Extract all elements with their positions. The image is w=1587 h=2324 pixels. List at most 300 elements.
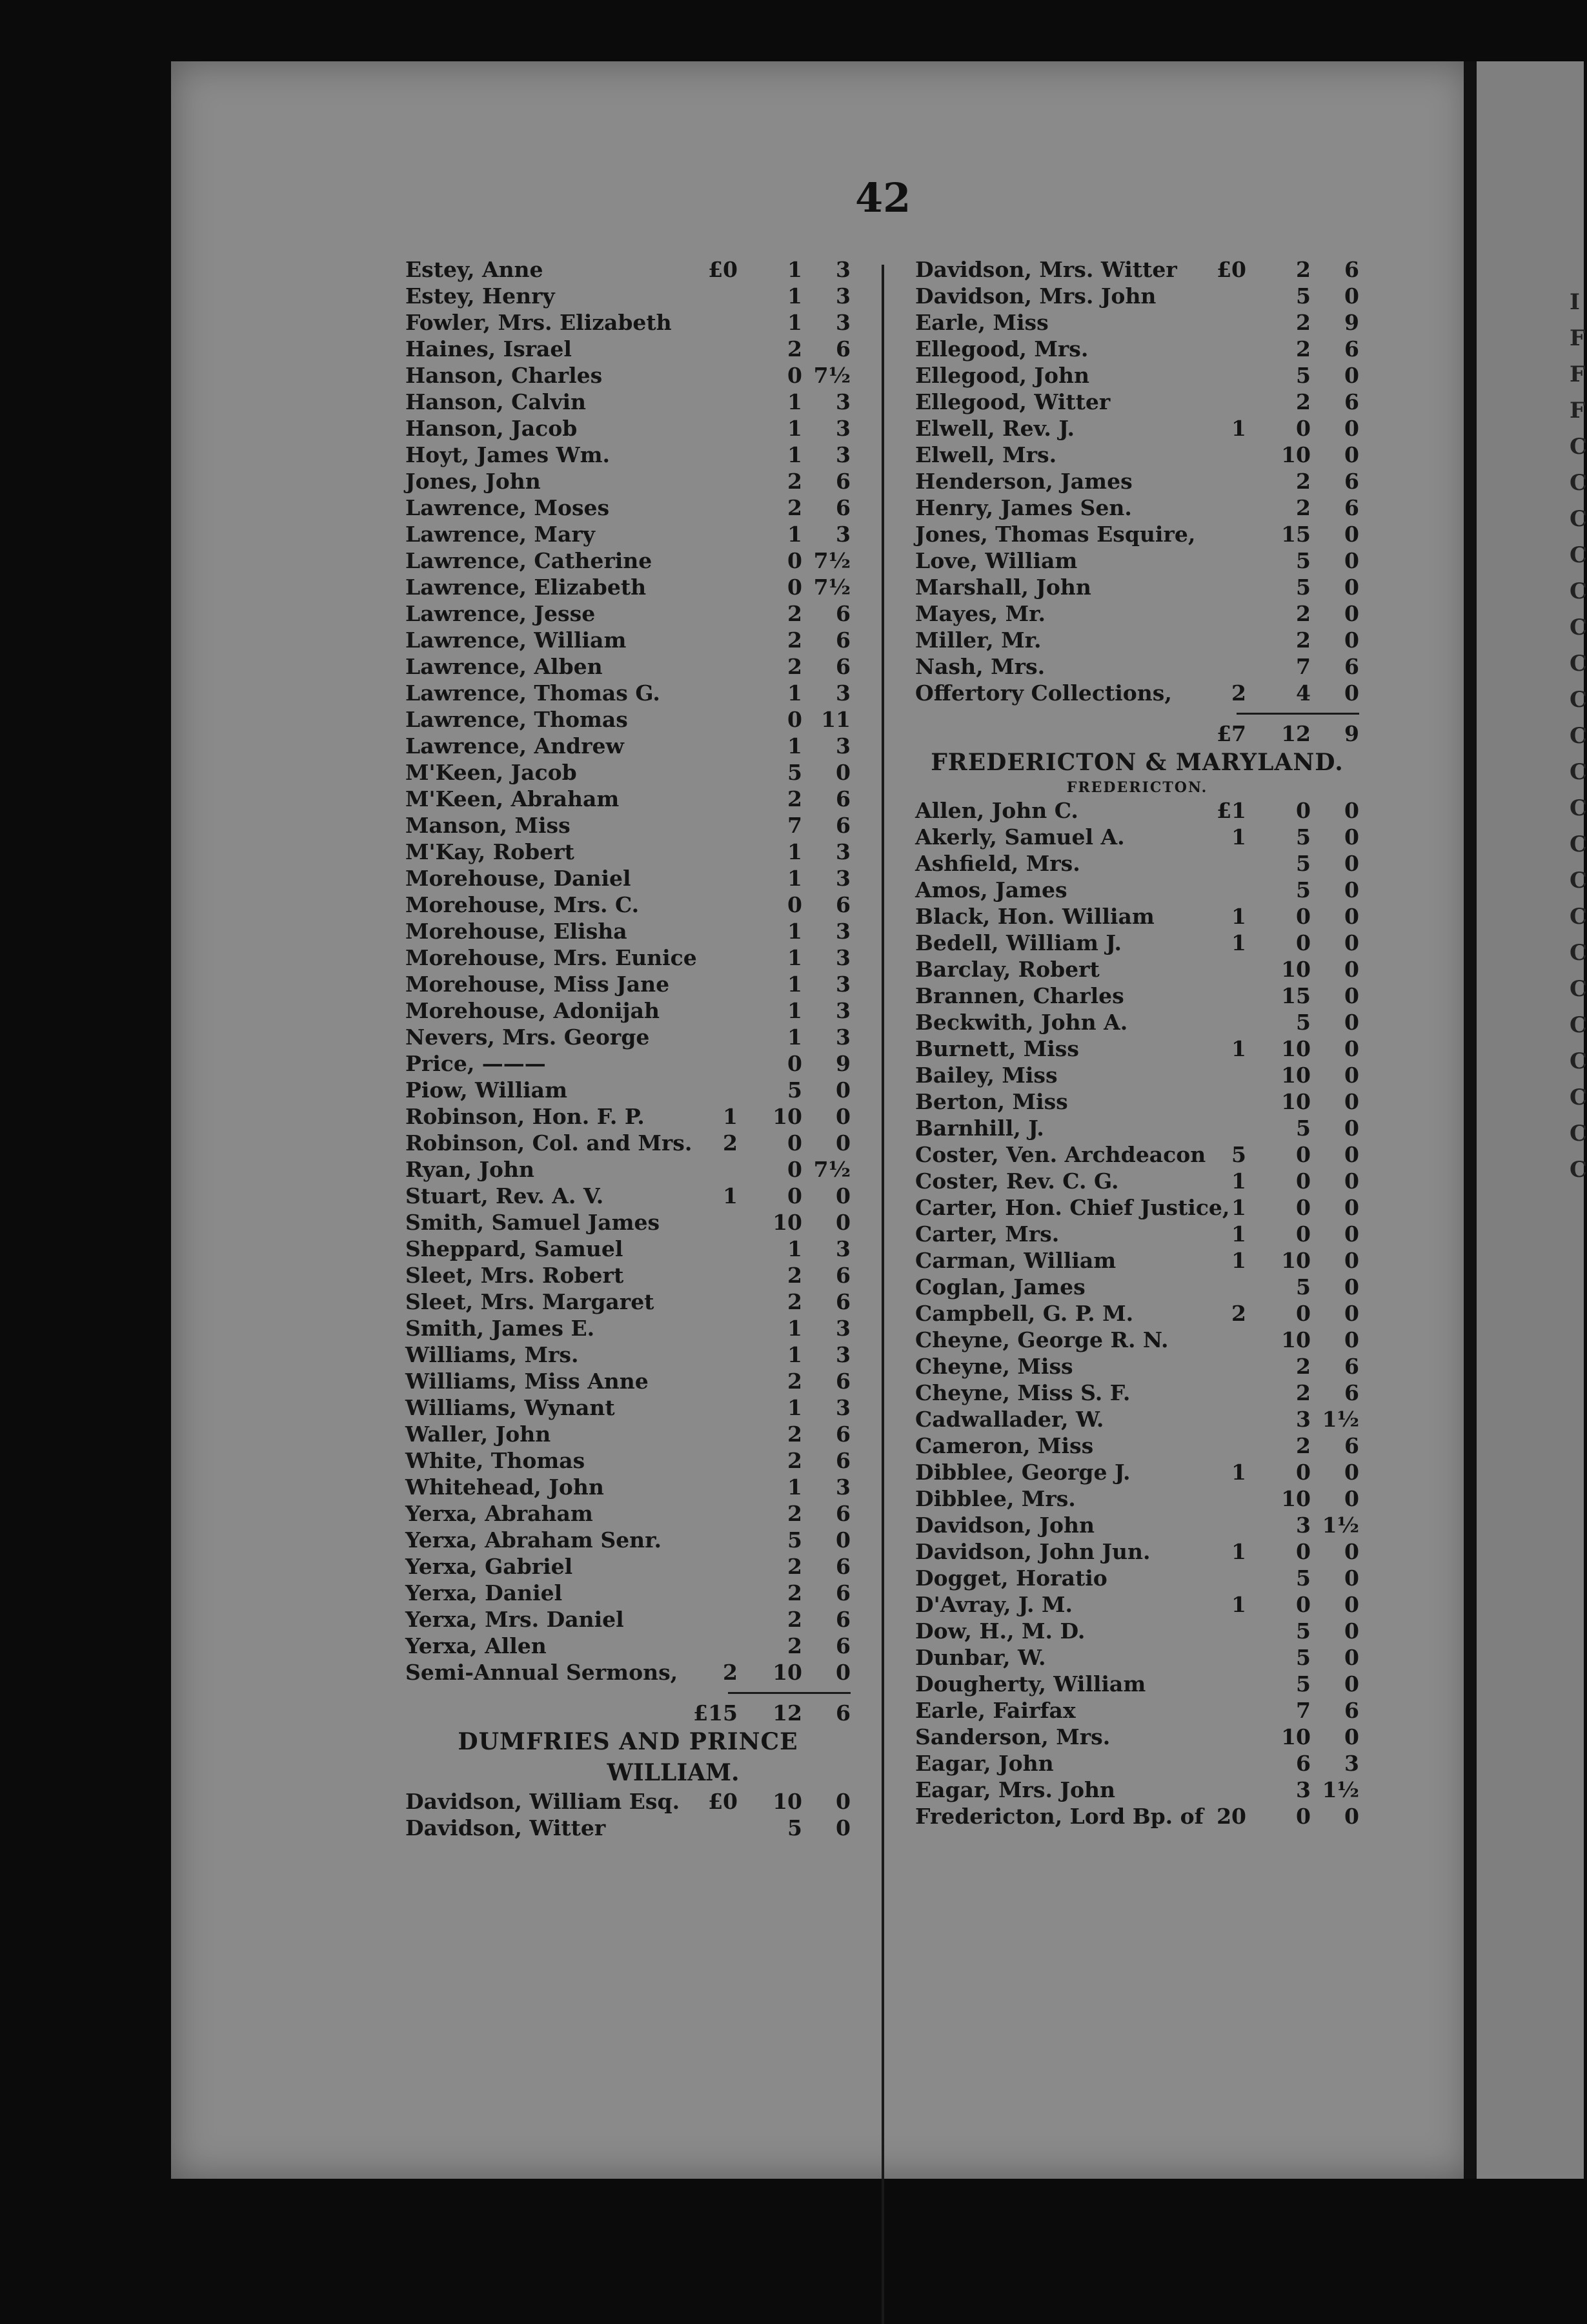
subscriber-name: Lawrence, Catherine <box>405 548 652 573</box>
pence-cell: 0 <box>1344 1671 1359 1697</box>
subscriber-name: Coglan, James <box>915 1274 1086 1300</box>
pence-cell: 11 <box>821 707 851 732</box>
shillings-cell: 1 <box>787 680 802 706</box>
subscriber-name: Barclay, Robert <box>915 957 1100 982</box>
amount <box>1191 653 1359 680</box>
shillings-cell: 2 <box>1296 627 1311 653</box>
subscriber-name: Lawrence, Elizabeth <box>405 575 647 600</box>
subscriber-row <box>915 1035 1359 1062</box>
pounds-cell: 1 <box>1231 904 1246 929</box>
subscriber-name: Lawrence, Jesse <box>405 601 596 626</box>
shillings-cell: 0 <box>1296 1221 1311 1247</box>
facing-page-letter: C <box>1570 723 1587 749</box>
subscriber-name: Coster, Rev. C. G. <box>915 1168 1119 1194</box>
pence-cell: 0 <box>1344 627 1359 653</box>
subscriber-row <box>915 1168 1359 1194</box>
shillings-cell: 2 <box>787 1580 802 1605</box>
pounds-cell: £0 <box>708 257 738 282</box>
amount <box>683 1130 851 1156</box>
amount <box>1191 389 1359 415</box>
amount <box>1191 1485 1359 1512</box>
shillings-cell: 3 <box>1296 1513 1311 1538</box>
pence-cell: 6 <box>836 495 851 520</box>
amount <box>683 1315 851 1341</box>
pence-cell: 0 <box>1344 548 1359 573</box>
subscriber-row <box>915 1432 1359 1459</box>
subscriber-row <box>915 797 1359 824</box>
subscriber-name: Davidson, William Esq. <box>405 1789 680 1814</box>
shillings-cell: 10 <box>1281 1327 1311 1352</box>
subscriber-row <box>405 1024 851 1050</box>
subscriber-row <box>405 1394 851 1421</box>
subscriber-row <box>405 1289 851 1315</box>
pence-cell: 0 <box>1344 798 1359 823</box>
shillings-cell: 0 <box>1296 1592 1311 1617</box>
shillings-cell: 2 <box>787 1369 802 1394</box>
subscriber-name: Robinson, Col. and Mrs. <box>405 1130 692 1156</box>
amount <box>683 812 851 839</box>
shillings-cell: 1 <box>787 416 802 441</box>
subscriber-name: Dunbar, W. <box>915 1645 1046 1670</box>
subscriber-name: Dogget, Horatio <box>915 1565 1107 1591</box>
pounds-cell: 1 <box>723 1183 738 1208</box>
pence-cell: 3 <box>836 283 851 309</box>
amount <box>1191 1697 1359 1724</box>
pence-cell: 6 <box>836 627 851 653</box>
amount <box>683 653 851 680</box>
shillings-cell: 1 <box>787 1236 802 1261</box>
amount <box>683 1500 851 1527</box>
shillings-cell: 1 <box>787 733 802 759</box>
amount <box>1191 600 1359 627</box>
facing-page-letter: C <box>1570 434 1587 460</box>
subscriber-name: Sheppard, Samuel <box>405 1236 623 1261</box>
facing-page-letter: I <box>1570 289 1580 315</box>
pence-cell: 9 <box>1344 721 1359 746</box>
shillings-cell: 4 <box>1296 680 1311 706</box>
amount <box>683 1700 851 1726</box>
subscriber-row <box>405 415 851 442</box>
amount <box>683 336 851 362</box>
subscriber-row <box>915 521 1359 547</box>
shillings-cell: 5 <box>787 1815 802 1840</box>
subscriber-name: Bailey, Miss <box>915 1063 1058 1088</box>
facing-page-letter: F <box>1570 362 1586 387</box>
subscriber-row <box>405 1447 851 1474</box>
subscriber-row <box>405 1527 851 1553</box>
subscriber-row <box>405 944 851 971</box>
subscriber-name: Lawrence, Alben <box>405 654 603 679</box>
shillings-cell: 7 <box>1296 1698 1311 1723</box>
facing-page-letter: C <box>1570 831 1587 857</box>
shillings-cell: 5 <box>1296 1645 1311 1670</box>
subscriber-row <box>915 336 1359 362</box>
subscriber-name: Campbell, G. P. M. <box>915 1301 1134 1326</box>
facing-page-letter: C <box>1570 868 1587 893</box>
subscriber-row <box>915 1406 1359 1432</box>
subscriber-name: Morehouse, Miss Jane <box>405 972 670 997</box>
shillings-cell: 0 <box>787 892 802 917</box>
pounds-cell: 2 <box>1231 680 1246 706</box>
subscriber-name: Ellegood, Mrs. <box>915 336 1089 362</box>
pence-cell: 6 <box>836 1448 851 1473</box>
facing-page-letter: C <box>1570 1048 1587 1074</box>
amount <box>683 547 851 574</box>
subscriber-name: Cheyne, George R. N. <box>915 1327 1169 1352</box>
subscriber-row <box>915 1115 1359 1141</box>
shillings-cell: 5 <box>1296 1274 1311 1300</box>
facing-page-letter: C <box>1570 1121 1587 1147</box>
shillings-cell: 2 <box>1296 601 1311 626</box>
column-divider <box>882 265 884 2324</box>
shillings-cell: 0 <box>787 707 802 732</box>
pence-cell: 3 <box>836 1395 851 1420</box>
amount <box>1191 956 1359 983</box>
pence-cell: 6 <box>836 1580 851 1605</box>
shillings-cell: 1 <box>787 866 802 891</box>
subscriber-row <box>405 309 851 336</box>
subscriber-row <box>405 1815 851 1841</box>
pence-cell: 0 <box>1344 1327 1359 1352</box>
subscriber-row <box>405 812 851 839</box>
amount <box>683 865 851 892</box>
amount <box>683 944 851 971</box>
subscriber-row <box>915 956 1359 983</box>
left-column <box>405 256 851 1841</box>
subscriber-row <box>915 1327 1359 1353</box>
pence-cell: 0 <box>836 1660 851 1685</box>
facing-page-letter: C <box>1570 542 1587 568</box>
amount <box>1191 1115 1359 1141</box>
subscriber-name: Barnhill, J. <box>915 1116 1044 1141</box>
pence-cell: 0 <box>1344 522 1359 547</box>
pence-cell: 6 <box>1344 469 1359 494</box>
subscriber-name: Yerxa, Abraham <box>405 1501 593 1526</box>
pence-cell: 0 <box>1344 877 1359 902</box>
pence-cell: 6 <box>1344 1380 1359 1405</box>
pence-cell: 3 <box>836 310 851 335</box>
amount <box>1191 1062 1359 1088</box>
pence-cell: 6 <box>1344 257 1359 282</box>
total-row <box>915 720 1359 747</box>
amount <box>1191 1406 1359 1432</box>
pence-cell: 0 <box>1344 851 1359 876</box>
subscriber-row <box>915 877 1359 903</box>
pence-cell: 0 <box>1344 283 1359 309</box>
subscriber-name: Yerxa, Allen <box>405 1633 547 1658</box>
subscriber-name: Lawrence, Andrew <box>405 733 624 759</box>
subscriber-name: Carman, William <box>915 1248 1117 1273</box>
facing-page-letters <box>1570 284 1587 1188</box>
subscriber-row <box>915 1353 1359 1380</box>
facing-page-letter: C <box>1570 615 1587 640</box>
subscriber-row <box>915 1380 1359 1406</box>
shillings-cell: 2 <box>787 1633 802 1658</box>
subscriber-row <box>405 1236 851 1262</box>
amount <box>1191 1618 1359 1644</box>
amount <box>1191 468 1359 494</box>
pence-cell: 0 <box>1344 1804 1359 1829</box>
subscriber-name: Waller, John <box>405 1422 551 1447</box>
subscriber-row <box>405 1788 851 1815</box>
pounds-cell: 2 <box>723 1660 738 1685</box>
amount <box>683 1156 851 1183</box>
subscriber-row <box>405 256 851 283</box>
amount <box>683 1368 851 1394</box>
pence-cell: 3 <box>836 839 851 864</box>
subscriber-row <box>915 494 1359 521</box>
pence-cell: 0 <box>1344 575 1359 600</box>
pounds-cell: 1 <box>1231 416 1246 441</box>
subscriber-row <box>915 1697 1359 1724</box>
subscriber-name: Lawrence, Thomas G. <box>405 680 660 706</box>
subscriber-name: M'Keen, Abraham <box>405 786 620 811</box>
subscriber-name: M'Kay, Robert <box>405 839 574 864</box>
amount <box>683 997 851 1024</box>
amount <box>683 362 851 389</box>
subscriber-name: D'Avray, J. M. <box>915 1592 1073 1617</box>
facing-page-letter: C <box>1570 1085 1587 1110</box>
subscriber-row <box>915 309 1359 336</box>
pence-cell: 1½ <box>1322 1513 1359 1538</box>
subscriber-name: Yerxa, Abraham Senr. <box>405 1527 662 1553</box>
amount <box>683 1421 851 1447</box>
shillings-cell: 10 <box>1281 442 1311 467</box>
shillings-cell: 1 <box>787 283 802 309</box>
amount <box>683 1447 851 1474</box>
pence-cell: 3 <box>836 866 851 891</box>
pence-cell: 6 <box>836 469 851 494</box>
shillings-cell: 2 <box>787 654 802 679</box>
shillings-cell: 0 <box>1296 1168 1311 1194</box>
amount <box>683 839 851 865</box>
pence-cell: 0 <box>1344 680 1359 706</box>
amount <box>1191 309 1359 336</box>
shillings-cell: 5 <box>1296 363 1311 388</box>
amount <box>683 256 851 283</box>
amount <box>683 574 851 600</box>
subscriber-name: Sleet, Mrs. Margaret <box>405 1289 654 1314</box>
subscriber-row <box>915 1803 1359 1830</box>
shillings-cell: 0 <box>787 548 802 573</box>
shillings-cell: 7 <box>1296 654 1311 679</box>
shillings-cell: 10 <box>773 1660 802 1685</box>
subscriber-name: Price, ——— <box>405 1051 546 1076</box>
subscriber-row <box>405 1050 851 1077</box>
shillings-cell: 2 <box>1296 336 1311 362</box>
shillings-cell: 5 <box>1296 548 1311 573</box>
subscriber-name: Lawrence, William <box>405 627 627 653</box>
pence-cell: 0 <box>836 1815 851 1840</box>
subscriber-name: Ryan, John <box>405 1157 534 1182</box>
subscriber-name: Jones, John <box>405 469 541 494</box>
subscriber-row <box>915 930 1359 956</box>
pence-cell: 0 <box>836 1130 851 1156</box>
subscriber-name: Williams, Mrs. <box>405 1342 579 1367</box>
subscriber-row <box>405 1209 851 1236</box>
shillings-cell: 10 <box>1281 1724 1311 1749</box>
amount <box>683 442 851 468</box>
shillings-cell: 2 <box>787 1422 802 1447</box>
subscriber-name: Cadwallader, W. <box>915 1407 1104 1432</box>
pence-cell: 0 <box>1344 1168 1359 1194</box>
subscriber-row <box>915 283 1359 309</box>
shillings-cell: 5 <box>1296 824 1311 850</box>
shillings-cell: 2 <box>1296 1433 1311 1458</box>
shillings-cell: 2 <box>787 469 802 494</box>
subscriber-name: Carter, Hon. Chief Justice, <box>915 1195 1230 1220</box>
amount <box>683 786 851 812</box>
shillings-cell: 1 <box>787 1342 802 1367</box>
shillings-cell: 0 <box>787 363 802 388</box>
subscriber-name: Mayes, Mr. <box>915 601 1046 626</box>
shillings-cell: 3 <box>1296 1407 1311 1432</box>
pence-cell: 0 <box>1344 1195 1359 1220</box>
amount <box>1191 1327 1359 1353</box>
facing-page-letter: C <box>1570 904 1587 930</box>
shillings-cell: 5 <box>1296 1565 1311 1591</box>
pounds-cell: 1 <box>1231 1221 1246 1247</box>
section-heading: DUMFRIES AND PRINCE <box>458 1728 798 1755</box>
subscriber-row <box>915 1565 1359 1591</box>
shillings-cell: 10 <box>773 1789 802 1814</box>
pence-cell: 0 <box>1344 1142 1359 1167</box>
subscriber-row <box>915 1247 1359 1274</box>
subscriber-name: Lawrence, Thomas <box>405 707 628 732</box>
shillings-cell: 2 <box>787 1263 802 1288</box>
section-heading: FREDERICTON & MARYLAND. <box>931 749 1344 776</box>
pence-cell: 6 <box>836 1607 851 1632</box>
shillings-cell: 0 <box>1296 416 1311 441</box>
amount <box>1191 1088 1359 1115</box>
subscriber-name: Eagar, Mrs. John <box>915 1777 1116 1802</box>
shillings-cell: 2 <box>787 1289 802 1314</box>
shillings-cell: 3 <box>1296 1777 1311 1802</box>
pence-cell: 6 <box>836 1422 851 1447</box>
pence-cell: 3 <box>836 257 851 282</box>
pence-cell: 9 <box>1344 310 1359 335</box>
pence-cell: 0 <box>1344 957 1359 982</box>
shillings-cell: 5 <box>1296 1116 1311 1141</box>
pence-cell: 6 <box>1344 1433 1359 1458</box>
pence-cell: 0 <box>836 1527 851 1553</box>
pounds-cell: 1 <box>1231 1036 1246 1061</box>
amount <box>1191 1565 1359 1591</box>
page-number: 42 <box>855 174 911 221</box>
subscriber-row <box>405 600 851 627</box>
subscriber-name: Amos, James <box>915 877 1067 902</box>
subscriber-row <box>915 1512 1359 1538</box>
subscriber-name: Morehouse, Elisha <box>405 919 627 944</box>
subscriber-row <box>405 283 851 309</box>
amount <box>1191 1750 1359 1777</box>
pence-cell: 0 <box>1344 904 1359 929</box>
subscriber-row <box>405 971 851 997</box>
shillings-cell: 2 <box>1296 469 1311 494</box>
subscriber-name: Manson, Miss <box>405 813 571 838</box>
subscriber-row <box>405 733 851 759</box>
subscriber-row <box>405 1553 851 1580</box>
subscriber-row <box>405 759 851 786</box>
subscriber-row <box>915 1671 1359 1697</box>
subscriber-row <box>915 415 1359 442</box>
amount <box>1191 1168 1359 1194</box>
subscriber-name: Estey, Anne <box>405 257 543 282</box>
shillings-cell: 7 <box>787 813 802 838</box>
amount <box>1191 1591 1359 1618</box>
subscriber-row <box>915 1485 1359 1512</box>
subscriber-row <box>915 1750 1359 1777</box>
subscriber-name: Dibblee, Mrs. <box>915 1486 1076 1511</box>
subscriber-row <box>915 1300 1359 1327</box>
shillings-cell: 12 <box>773 1700 802 1726</box>
pence-cell: 0 <box>1344 1301 1359 1326</box>
shillings-cell: 2 <box>1296 495 1311 520</box>
amount <box>1191 1512 1359 1538</box>
shillings-cell: 2 <box>787 627 802 653</box>
amount <box>683 918 851 944</box>
subscriber-name: Hanson, Jacob <box>405 416 578 441</box>
subscriber-row <box>405 1580 851 1606</box>
subscriber-row <box>405 1262 851 1289</box>
pence-cell: 3 <box>836 522 851 547</box>
facing-page-letter: C <box>1570 470 1587 496</box>
subscriber-name: Eagar, John <box>915 1751 1054 1776</box>
shillings-cell: 1 <box>787 310 802 335</box>
subscriber-name: Whitehead, John <box>405 1474 604 1500</box>
subscriber-row <box>915 362 1359 389</box>
facing-page-letter: C <box>1570 940 1587 966</box>
amount <box>683 1262 851 1289</box>
shillings-cell: 1 <box>787 839 802 864</box>
amount <box>683 283 851 309</box>
shillings-cell: 2 <box>1296 1380 1311 1405</box>
amount <box>1191 1274 1359 1300</box>
shillings-cell: 1 <box>787 998 802 1023</box>
subscriber-name: Love, William <box>915 548 1078 573</box>
shillings-cell: 0 <box>1296 904 1311 929</box>
subscriber-name: Hoyt, James Wm. <box>405 442 611 467</box>
subscriber-row <box>915 903 1359 930</box>
subscriber-name: Smith, Samuel James <box>405 1210 660 1235</box>
amount <box>683 1341 851 1368</box>
pence-cell: 0 <box>836 1789 851 1814</box>
amount <box>1191 797 1359 824</box>
subscriber-name: Earle, Fairfax <box>915 1698 1076 1723</box>
pounds-cell: 20 <box>1217 1804 1246 1829</box>
subscriber-row <box>405 1368 851 1394</box>
amount <box>683 494 851 521</box>
shillings-cell: 2 <box>787 1607 802 1632</box>
subscriber-name: Yerxa, Mrs. Daniel <box>405 1607 624 1632</box>
shillings-cell: 0 <box>1296 1804 1311 1829</box>
shillings-cell: 15 <box>1281 983 1311 1008</box>
amount <box>1191 283 1359 309</box>
subscriber-name: Jones, Thomas Esquire, <box>915 522 1196 547</box>
shillings-cell: 10 <box>1281 957 1311 982</box>
amount <box>1191 850 1359 877</box>
amount <box>1191 1141 1359 1168</box>
subscriber-name: Williams, Wynant <box>405 1395 615 1420</box>
subscriber-row <box>405 1077 851 1103</box>
shillings-cell: 2 <box>1296 389 1311 414</box>
facing-page-letter: F <box>1570 325 1586 351</box>
subscriber-name: Cheyne, Miss <box>915 1354 1073 1379</box>
shillings-cell: 2 <box>1296 1354 1311 1379</box>
pence-cell: 7½ <box>813 1157 851 1182</box>
amount <box>683 892 851 918</box>
pence-cell: 6 <box>1344 495 1359 520</box>
